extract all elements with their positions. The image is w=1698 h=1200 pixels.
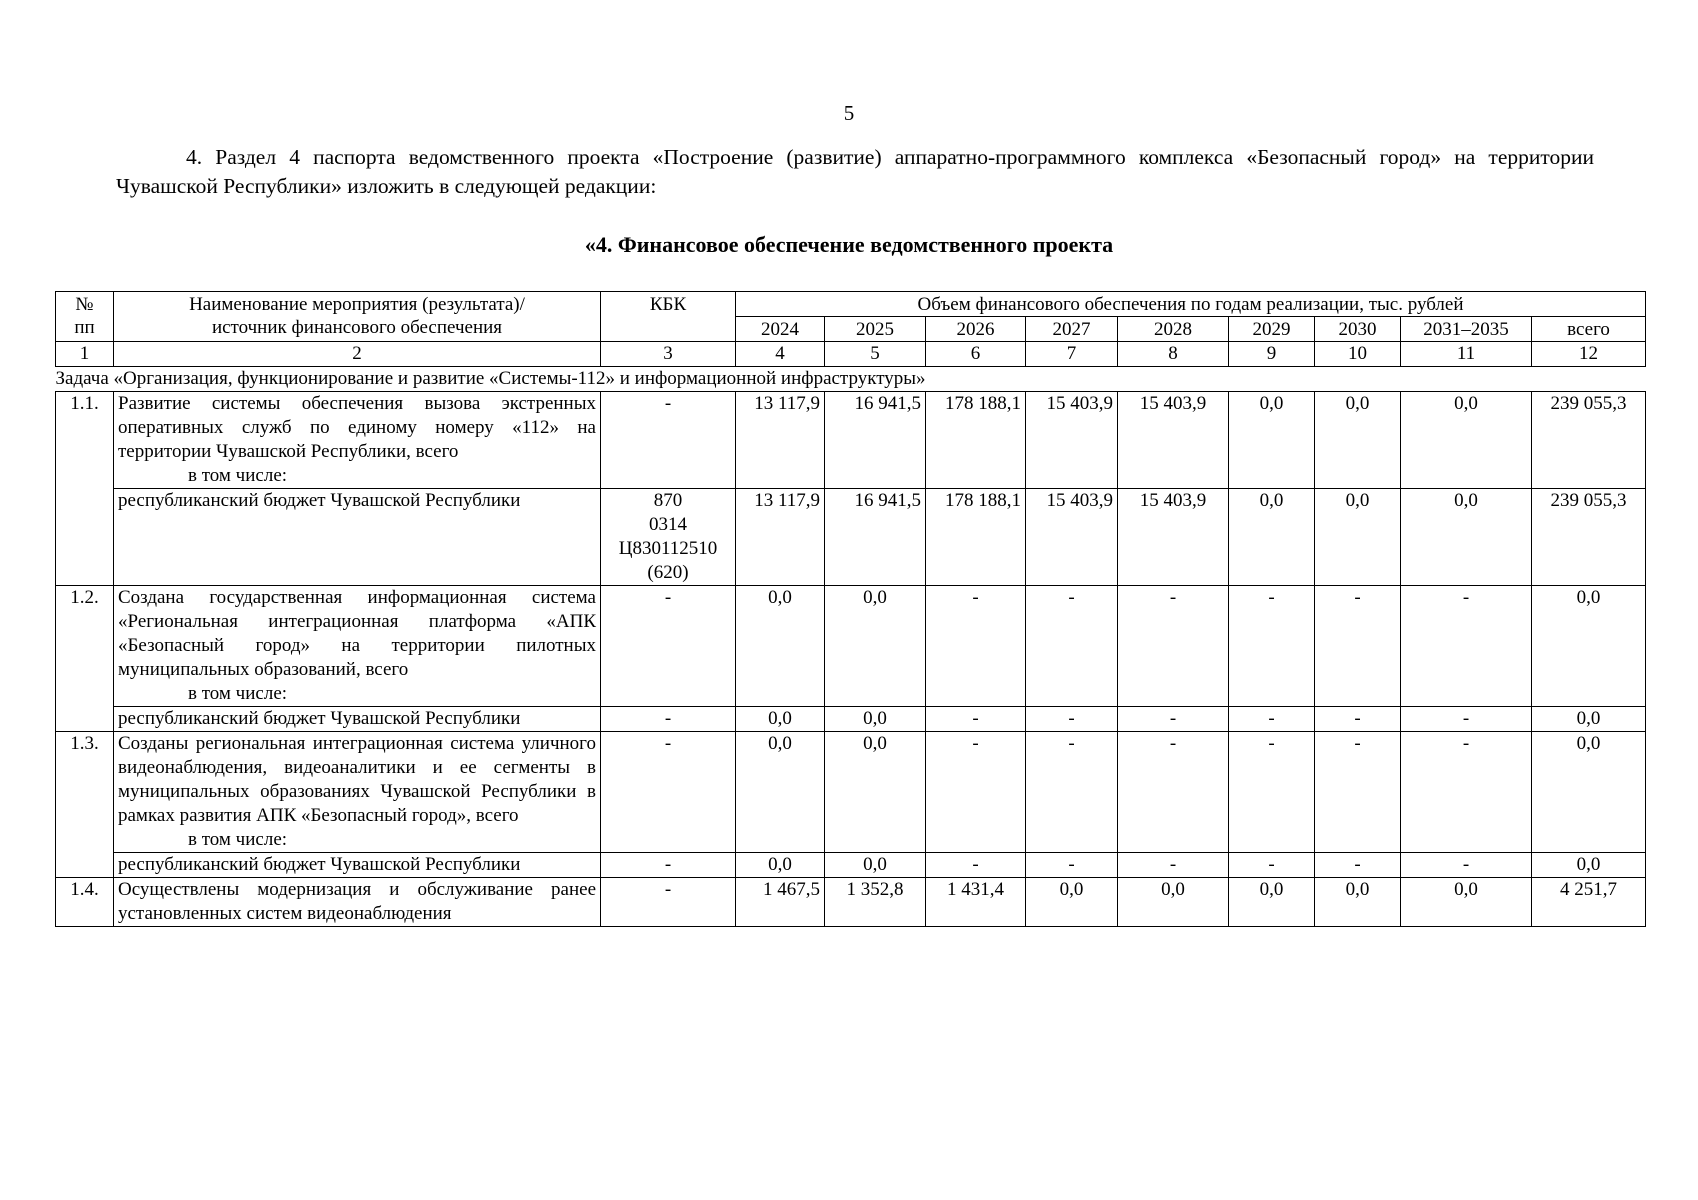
header-name: Наименование мероприятия (результата)/ источник финансового обеспечения (114, 292, 601, 342)
table-row (56, 392, 1646, 489)
row-name: Осуществлены модернизация и обслуживание ранее установленных систем видеонаблюдения (114, 878, 601, 927)
value-cell: 0,0 (1229, 878, 1315, 927)
value-cell: 0,0 (736, 853, 825, 878)
value-cell: 15 403,9 (1118, 392, 1229, 489)
value-cell: 16 941,5 (825, 489, 926, 586)
total-cell: 0,0 (1532, 732, 1646, 853)
financing-table (55, 291, 1646, 927)
row-kbk: - (601, 586, 736, 707)
column-number: 1 (56, 342, 114, 367)
subrow-name: республиканский бюджет Чувашской Республики (114, 489, 601, 586)
including-label: в том числе: (188, 465, 288, 486)
column-number: 10 (1315, 342, 1401, 367)
column-number: 7 (1026, 342, 1118, 367)
value-cell: - (1118, 586, 1229, 707)
table-row (56, 878, 1646, 927)
value-cell: 0,0 (736, 732, 825, 853)
row-name: Созданы региональная интеграционная система уличного видеонаблюдения, видеоаналитики и ее сегменты в муниципальных образованиях Чувашской Республики в рамках развития АПК «Безопасный город», всего в том числе: (114, 732, 601, 853)
header-kbk: КБК (601, 292, 736, 342)
subrow-kbk: - (601, 853, 736, 878)
value-cell: - (1401, 732, 1532, 853)
value-cell: 1 467,5 (736, 878, 825, 927)
value-cell: 0,0 (1229, 392, 1315, 489)
value-cell: 16 941,5 (825, 392, 926, 489)
header-volume: Объем финансового обеспечения по годам реализации, тыс. рублей (736, 292, 1646, 317)
value-cell: - (1229, 707, 1315, 732)
value-cell: 0,0 (825, 853, 926, 878)
value-cell: 1 352,8 (825, 878, 926, 927)
value-cell: 0,0 (825, 586, 926, 707)
page-number: 5 (843, 101, 855, 125)
intro-paragraph: 4. Раздел 4 паспорта ведомственного проекта «Построение (развитие) аппаратно-программного комплекса «Безопасный город» на территории Чувашской Республики» изложить в следующей редакции: (116, 145, 1594, 198)
value-cell: - (1229, 853, 1315, 878)
header-year: 2029 (1229, 317, 1315, 342)
value-cell: 0,0 (736, 586, 825, 707)
column-number: 8 (1118, 342, 1229, 367)
value-cell: 0,0 (1315, 489, 1401, 586)
table-subrow (56, 853, 1646, 878)
header-year: 2024 (736, 317, 825, 342)
column-number: 12 (1532, 342, 1646, 367)
column-number: 5 (825, 342, 926, 367)
section-heading: «4. Финансовое обеспечение ведомственного проекта (584, 232, 1114, 257)
subrow-name: республиканский бюджет Чувашской Республики (114, 853, 601, 878)
header-year: 2027 (1026, 317, 1118, 342)
header-total: всего (1532, 317, 1646, 342)
value-cell: - (1026, 707, 1118, 732)
value-cell: 178 188,1 (926, 489, 1026, 586)
value-cell: - (926, 586, 1026, 707)
table-subrow (56, 489, 1646, 586)
value-cell: 0,0 (1315, 878, 1401, 927)
header-no: № пп (56, 292, 114, 342)
value-cell: - (1026, 853, 1118, 878)
subrow-name: республиканский бюджет Чувашской Республики (114, 707, 601, 732)
row-name: Развитие системы обеспечения вызова экстренных оперативных служб по единому номеру «112» на территории Чувашской Республики, всего в том числе: (114, 392, 601, 489)
column-number: 6 (926, 342, 1026, 367)
task-title: Задача «Организация, функционирование и развитие «Системы-112» и информационной инфраструктуры» (56, 367, 1646, 392)
value-cell: 0,0 (1315, 392, 1401, 489)
value-cell: - (1026, 586, 1118, 707)
row-number: 1.3. (56, 732, 114, 878)
header-year: 2026 (926, 317, 1026, 342)
row-number: 1.1. (56, 392, 114, 586)
total-cell: 0,0 (1532, 853, 1646, 878)
header-row-1 (56, 292, 1646, 317)
value-cell: 0,0 (825, 732, 926, 853)
including-label: в том числе: (188, 829, 288, 850)
value-cell: 1 431,4 (926, 878, 1026, 927)
value-cell: - (1229, 732, 1315, 853)
subrow-kbk: - (601, 707, 736, 732)
value-cell: - (1315, 707, 1401, 732)
column-number: 11 (1401, 342, 1532, 367)
header-year: 2030 (1315, 317, 1401, 342)
column-number: 2 (114, 342, 601, 367)
header-year: 2025 (825, 317, 926, 342)
value-cell: - (926, 732, 1026, 853)
value-cell: - (1315, 732, 1401, 853)
value-cell: 15 403,9 (1026, 489, 1118, 586)
total-cell: 239 055,3 (1532, 489, 1646, 586)
table-subrow (56, 707, 1646, 732)
value-cell: - (1118, 732, 1229, 853)
value-cell: - (1229, 586, 1315, 707)
header-year: 2028 (1118, 317, 1229, 342)
value-cell: 15 403,9 (1026, 392, 1118, 489)
value-cell: - (1315, 853, 1401, 878)
total-cell: 4 251,7 (1532, 878, 1646, 927)
value-cell: 0,0 (736, 707, 825, 732)
total-cell: 0,0 (1532, 586, 1646, 707)
row-name: Создана государственная информационная система «Региональная интеграционная платформа «АПК «Безопасный город» на территории пилотных муниципальных образований, всего в том числе: (114, 586, 601, 707)
value-cell: - (1401, 707, 1532, 732)
value-cell: 0,0 (1229, 489, 1315, 586)
value-cell: - (1401, 586, 1532, 707)
subrow-kbk: 870 0314 Ц830112510 (620) (601, 489, 736, 586)
value-cell: 0,0 (1026, 878, 1118, 927)
value-cell: 0,0 (1401, 392, 1532, 489)
value-cell: 13 117,9 (736, 392, 825, 489)
header-year: 2031–2035 (1401, 317, 1532, 342)
row-number: 1.4. (56, 878, 114, 927)
value-cell: 178 188,1 (926, 392, 1026, 489)
value-cell: 0,0 (825, 707, 926, 732)
column-number: 9 (1229, 342, 1315, 367)
value-cell: 13 117,9 (736, 489, 825, 586)
value-cell: - (1315, 586, 1401, 707)
value-cell: - (926, 853, 1026, 878)
table-row (56, 586, 1646, 707)
value-cell: - (1401, 853, 1532, 878)
column-number: 4 (736, 342, 825, 367)
value-cell: - (1118, 853, 1229, 878)
row-kbk: - (601, 732, 736, 853)
total-cell: 239 055,3 (1532, 392, 1646, 489)
table-row (56, 732, 1646, 853)
value-cell: 15 403,9 (1118, 489, 1229, 586)
total-cell: 0,0 (1532, 707, 1646, 732)
value-cell: - (1026, 732, 1118, 853)
value-cell: 0,0 (1401, 878, 1532, 927)
value-cell: 0,0 (1118, 878, 1229, 927)
row-kbk: - (601, 392, 736, 489)
value-cell: - (926, 707, 1026, 732)
column-numbers-row (56, 342, 1646, 367)
including-label: в том числе: (188, 683, 288, 704)
row-kbk: - (601, 878, 736, 927)
row-number: 1.2. (56, 586, 114, 732)
task-row (56, 367, 1646, 392)
column-number: 3 (601, 342, 736, 367)
value-cell: 0,0 (1401, 489, 1532, 586)
value-cell: - (1118, 707, 1229, 732)
